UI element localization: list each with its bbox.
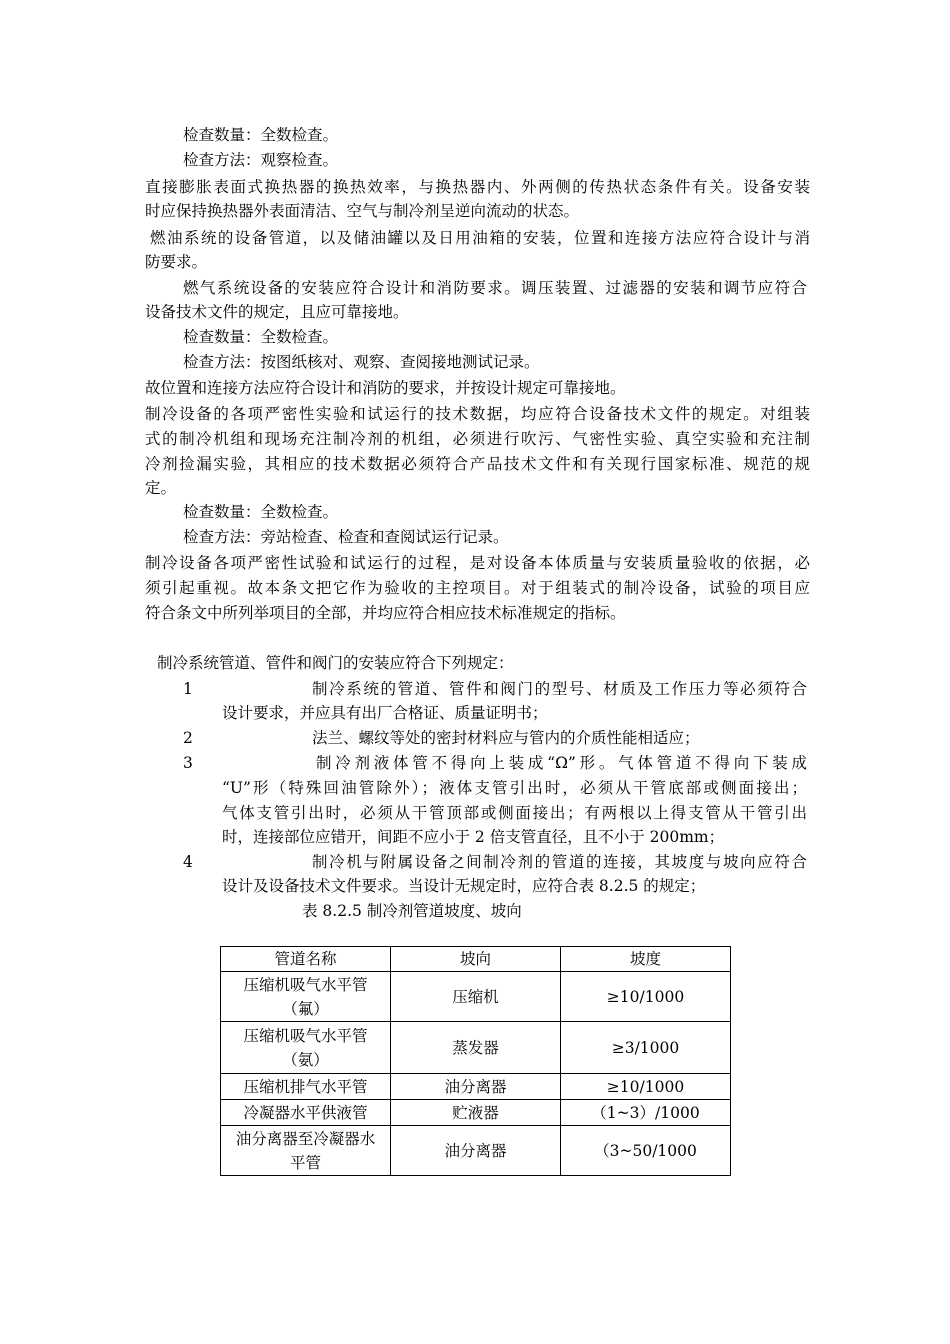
table-cell: 贮液器 xyxy=(391,1100,561,1126)
table-header-row xyxy=(221,947,731,972)
table-header: 坡度 xyxy=(561,947,731,972)
table-header: 管道名称 xyxy=(221,947,391,972)
cell-text: 油分离器至冷凝器水 xyxy=(235,1129,376,1148)
table-cell: ≥10/1000 xyxy=(561,1074,731,1100)
cell-text: 压缩机吸气水平管 xyxy=(243,1026,368,1045)
list-item-number: 3 xyxy=(183,754,193,772)
paragraph: 检查方法：按图纸核对、观察、查阅接地测试记录。 xyxy=(183,353,540,371)
list-item-line: 时，连接部位应错开，间距不应小于 2 倍支管直径，且不小于 200mm； xyxy=(222,828,725,846)
table-cell: （3~50/1000 xyxy=(561,1126,731,1176)
paragraph-line: 设备技术文件的规定，且应可靠接地。 xyxy=(145,303,409,321)
table-row xyxy=(221,1126,731,1176)
paragraph-line: 燃油系统的设备管道，以及储油罐以及日用油箱的安装，位置和连接方法应符合设计与消 xyxy=(150,229,810,247)
table-row xyxy=(221,1100,731,1126)
cell-text: （氟） xyxy=(282,999,329,1018)
paragraph-line: 燃气系统设备的安装应符合设计和消防要求。调压装置、过滤器的安装和调节应符合 xyxy=(183,279,807,297)
table-cell: 油分离器 xyxy=(391,1126,561,1176)
paragraph-line: 符合条文中所列举项目的全部，并均应符合相应技术标准规定的指标。 xyxy=(145,604,626,622)
table-cell: 冷凝器水平供液管 xyxy=(221,1100,391,1126)
slope-table xyxy=(220,946,731,1176)
list-item-line: 设计及设备技术文件要求。当设计无规定时，应符合表 8.2.5 的规定； xyxy=(222,877,706,895)
paragraph-line: 式的制冷机组和现场充注制冷剂的机组，必须进行吹污、气密性实验、真空实验和充注制 xyxy=(145,430,810,448)
table-cell xyxy=(221,1022,391,1074)
paragraph-line: 防要求。 xyxy=(145,253,208,271)
list-item-line: 气体支管引出时，必须从干管顶部或侧面接出；有两根以上得支管从干管引出 xyxy=(222,804,807,822)
table-cell: 蒸发器 xyxy=(391,1022,561,1074)
list-item-line: 制冷机与附属设备之间制冷剂的管道的连接，其坡度与坡向应符合 xyxy=(312,853,807,871)
table-row xyxy=(221,1022,731,1074)
table-cell: 油分离器 xyxy=(391,1074,561,1100)
paragraph-line: 时应保持换热器外表面清洁、空气与制冷剂呈逆向流动的状态。 xyxy=(145,202,580,220)
paragraph: 故位置和连接方法应符合设计和消防的要求，并按设计规定可靠接地。 xyxy=(145,379,626,397)
list-item-line: 制冷剂液体管不得向上装成“Ω”形。气体管道不得向下装成 xyxy=(316,754,807,772)
paragraph-line: 直接膨胀表面式换热器的换热效率，与换热器内、外两侧的传热状态条件有关。设备安装 xyxy=(145,178,810,196)
table-cell: ≥3/1000 xyxy=(561,1022,731,1074)
table-row xyxy=(221,972,731,1022)
table-header: 坡向 xyxy=(391,947,561,972)
list-item-line: 法兰、螺纹等处的密封材料应与管内的介质性能相适应； xyxy=(312,729,700,747)
table-cell xyxy=(221,1126,391,1176)
table-cell: 压缩机 xyxy=(391,972,561,1022)
cell-text: 压缩机吸气水平管 xyxy=(243,975,368,994)
table-cell: （1~3）/1000 xyxy=(561,1100,731,1126)
paragraph: 检查数量：全数检查。 xyxy=(183,503,339,521)
paragraph: 检查数量：全数检查。 xyxy=(183,328,339,346)
list-item-number: 2 xyxy=(183,729,193,747)
list-item-line: 制冷系统的管道、管件和阀门的型号、材质及工作压力等必须符合 xyxy=(312,680,807,698)
paragraph-line: 冷剂捡漏实验，其相应的技术数据必须符合产品技术文件和有关现行国家标准、规范的规 xyxy=(145,455,810,473)
paragraph-line: 制冷设备的各项严密性实验和试运行的技术数据，均应符合设备技术文件的规定。对组装 xyxy=(145,405,810,423)
list-item-line: “U”形（特殊回油管除外）；液体支管引出时，必须从干管底部或侧面接出； xyxy=(222,779,807,797)
cell-text: 平管 xyxy=(289,1153,321,1172)
list-item-line: 设计要求，并应具有出厂合格证、质量证明书； xyxy=(222,704,548,722)
table-caption: 表 8.2.5 制冷剂管道坡度、坡向 xyxy=(302,902,522,920)
list-item-number: 4 xyxy=(183,853,193,871)
table-cell xyxy=(221,972,391,1022)
paragraph: 检查方法：旁站检查、检查和查阅试运行记录。 xyxy=(183,528,509,546)
paragraph-line: 定。 xyxy=(145,479,177,497)
paragraph-line: 须引起重视。故本条文把它作为验收的主控项目。对于组装式的制冷设备，试验的项目应 xyxy=(145,579,810,597)
paragraph: 检查方法：观察检查。 xyxy=(183,151,339,169)
cell-text: （氨） xyxy=(282,1050,329,1069)
section-heading: 制冷系统管道、管件和阀门的安装应符合下列规定： xyxy=(157,654,514,672)
table-row xyxy=(221,1074,731,1100)
table-cell: ≥10/1000 xyxy=(561,972,731,1022)
paragraph: 检查数量：全数检查。 xyxy=(183,126,339,144)
table-cell: 压缩机排气水平管 xyxy=(221,1074,391,1100)
paragraph-line: 制冷设备各项严密性试验和试运行的过程，是对设备本体质量与安装质量验收的依据，必 xyxy=(145,554,810,572)
list-item-number: 1 xyxy=(183,680,193,698)
